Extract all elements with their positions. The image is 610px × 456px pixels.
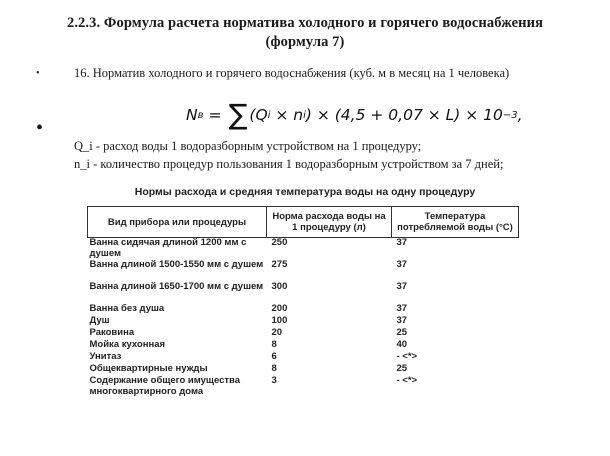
temp-cell: 37 — [396, 303, 408, 314]
formula-n-sub: i — [303, 109, 306, 121]
temp-cell: 25 — [396, 363, 408, 374]
definition-n: n_i - количество процедур пользования 1 водоразборным устройством за 7 дней; — [74, 157, 504, 171]
table-row — [88, 238, 519, 261]
norm-cell: 3 — [271, 375, 277, 386]
formula — [186, 98, 523, 132]
temp-cell: 25 — [396, 327, 408, 338]
device-cell: Ванна сидячая длиной 1200 мм с душем — [89, 237, 247, 259]
header-temperature: Температура потребляемой воды (°С) — [392, 207, 519, 238]
formula-eq: = — [208, 106, 222, 124]
table-row — [88, 376, 519, 398]
table-header-row — [88, 207, 519, 238]
formula-rest: ) × (4,5 + 0,07 × L) × 10 — [305, 106, 503, 124]
table-row — [88, 316, 519, 328]
temp-cell: 40 — [396, 339, 408, 350]
formula-times: × n — [270, 106, 304, 124]
temp-cell: 37 — [396, 315, 408, 326]
norm-cell: 8 — [271, 363, 277, 374]
sigma-symbol: ∑ — [228, 98, 248, 131]
formula-lhs-sub: в — [197, 109, 204, 121]
device-cell: Ванна длиной 1650-1700 мм с душем — [89, 281, 264, 292]
definition-q: Q_i - расход воды 1 водоразборным устройством на 1 процедуру; — [74, 139, 422, 153]
norm-cell: 100 — [271, 315, 288, 326]
table-row — [88, 282, 519, 304]
formula-q-sub: i — [267, 109, 271, 121]
table-row — [88, 340, 519, 352]
norms-table — [87, 206, 519, 398]
norm-cell: 8 — [271, 339, 277, 350]
norm-cell: 300 — [271, 281, 288, 292]
title-line-1: 2.2.3. Формула расчета норматива холодного и горячего водоснабжения — [66, 15, 544, 31]
title-line-2: (формула 7) — [265, 34, 345, 50]
temp-cell: - <*> — [396, 375, 418, 386]
temp-cell: 37 — [396, 281, 408, 292]
temp-cell: 37 — [396, 259, 408, 270]
norm-description: 16. Норматив холодного и горячего водоснабжения (куб. м в месяц на 1 человека) — [74, 66, 510, 80]
formula-tail: , — [517, 106, 523, 124]
bullet-marker: • — [36, 117, 44, 139]
header-device: Вид прибора или процедуры — [88, 207, 267, 238]
table-row — [88, 260, 519, 282]
norm-cell: 250 — [271, 237, 288, 248]
device-cell: Ванна длиной 1500-1550 мм с душем — [89, 259, 264, 270]
table-caption: Нормы расхода и средняя температура воды на одну процедуру — [134, 186, 476, 198]
bullet-marker: • — [36, 68, 40, 79]
section-title — [0, 14, 610, 52]
header-norm: Норма расхода воды на 1 процедуру (л) — [267, 207, 392, 238]
norm-cell: 20 — [271, 327, 283, 338]
formula-lhs: N — [186, 106, 198, 124]
norm-cell: 275 — [271, 259, 288, 270]
device-cell: Унитаз — [89, 351, 122, 362]
device-cell: Мойка кухонная — [89, 339, 166, 350]
temp-cell: 37 — [396, 237, 408, 248]
device-cell: Общеквартирные нужды — [89, 363, 208, 374]
formula-body: (Q — [249, 106, 268, 124]
device-cell: Ванна без душа — [89, 303, 165, 314]
norm-cell: 200 — [271, 303, 288, 314]
temp-cell: - <*> — [396, 351, 418, 362]
norm-cell: 6 — [271, 351, 277, 362]
device-cell: Душ — [89, 315, 110, 326]
table-row — [88, 304, 519, 316]
device-cell: Содержание общего имущества многоквартирного дома — [89, 375, 241, 397]
device-cell: Раковина — [89, 327, 135, 338]
formula-exponent: −3 — [502, 109, 518, 121]
